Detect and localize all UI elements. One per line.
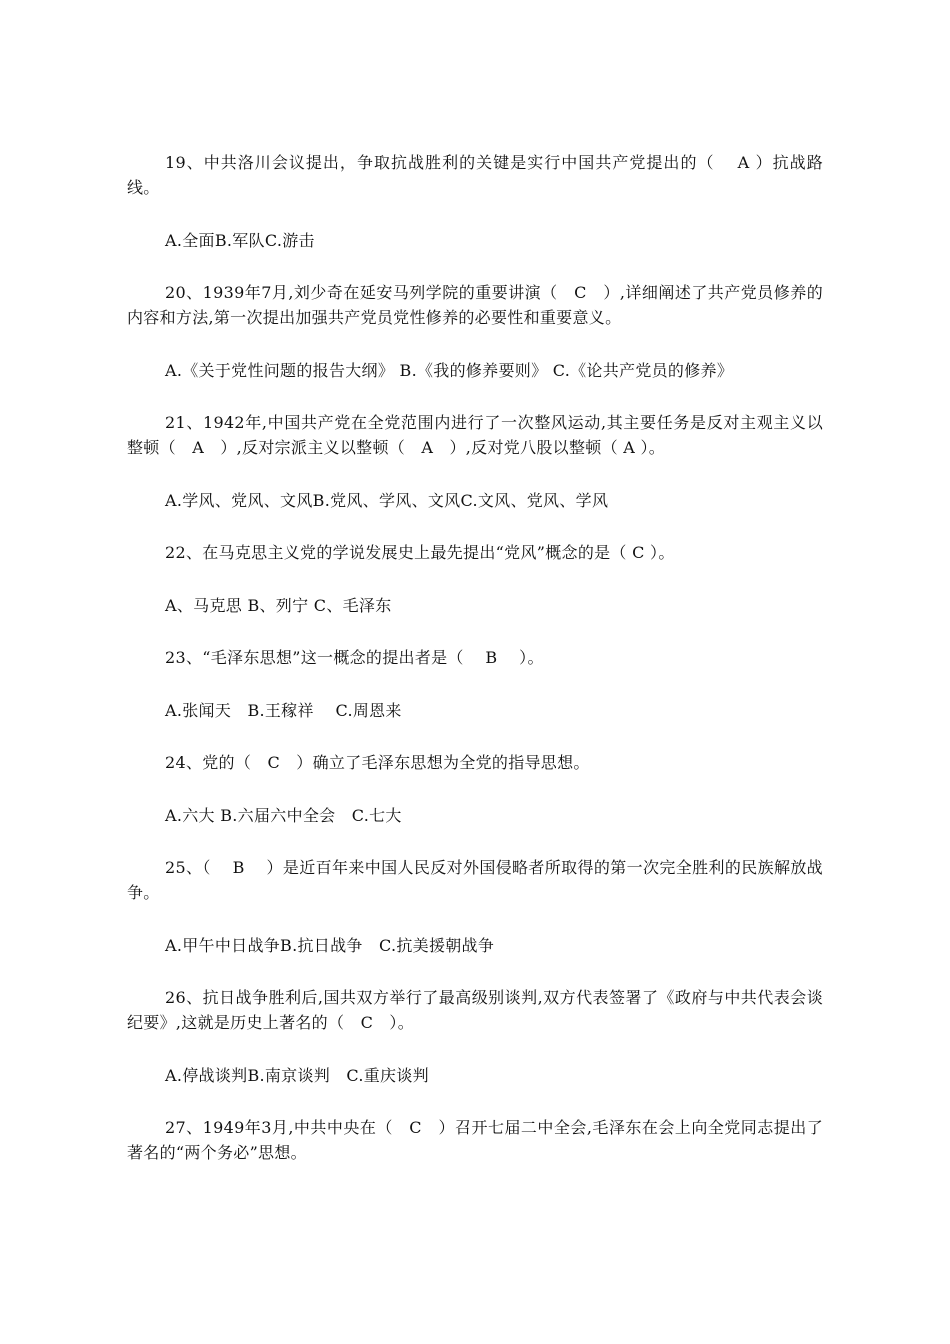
question-19: 19、中共洛川会议提出，争取抗战胜利的关键是实行中国共产党提出的（ A ）抗战路线。 <box>127 153 823 197</box>
options-22: A、马克思 B、列宁 C、毛泽东 <box>165 596 392 615</box>
question-25: 25、（ B ）是近百年来中国人民反对外国侵略者所取得的第一次完全胜利的民族解放战争。 <box>127 858 823 902</box>
options-20: A.《关于党性问题的报告大纲》 B.《我的修养要则》 C.《论共产党员的修养》 <box>165 361 734 380</box>
question-21: 21、1942年,中国共产党在全党范围内进行了一次整风运动,其主要任务是反对主观主义以整顿（ A ）,反对宗派主义以整顿（ A ）,反对党八股以整顿（ A ）。 <box>127 413 823 457</box>
options-23: A.张闻天 B.王稼祥 C.周恩来 <box>165 701 402 720</box>
options-26: A.停战谈判B.南京谈判 C.重庆谈判 <box>165 1066 429 1085</box>
question-26: 26、抗日战争胜利后,国共双方举行了最高级别谈判,双方代表签署了《政府与中共代表会谈纪要》,这就是历史上著名的（ C ）。 <box>127 988 823 1032</box>
options-25: A.甲午中日战争B.抗日战争 C.抗美援朝战争 <box>165 936 495 955</box>
question-27: 27、1949年3月,中共中央在（ C ）召开七届二中全会,毛泽东在会上向全党同志提出了著名的“两个务必”思想。 <box>127 1118 823 1162</box>
question-24: 24、党的（ C ）确立了毛泽东思想为全党的指导思想。 <box>165 753 590 772</box>
options-21: A.学风、党风、文风B.党风、学风、文风C.文风、党风、学风 <box>165 491 609 510</box>
options-24: A.六大 B.六届六中全会 C.七大 <box>165 806 402 825</box>
question-23: 23、“毛泽东思想”这一概念的提出者是（ B ）。 <box>165 648 544 667</box>
question-20: 20、1939年7月,刘少奇在延安马列学院的重要讲演（ C ）,详细阐述了共产党员修养的内容和方法,第一次提出加强共产党员党性修养的必要性和重要意义。 <box>127 283 823 327</box>
options-19: A.全面B.军队C.游击 <box>165 231 315 250</box>
document-body <box>127 150 823 1193</box>
question-22: 22、在马克思主义党的学说发展史上最先提出“党风”概念的是（ C ）。 <box>165 543 675 562</box>
